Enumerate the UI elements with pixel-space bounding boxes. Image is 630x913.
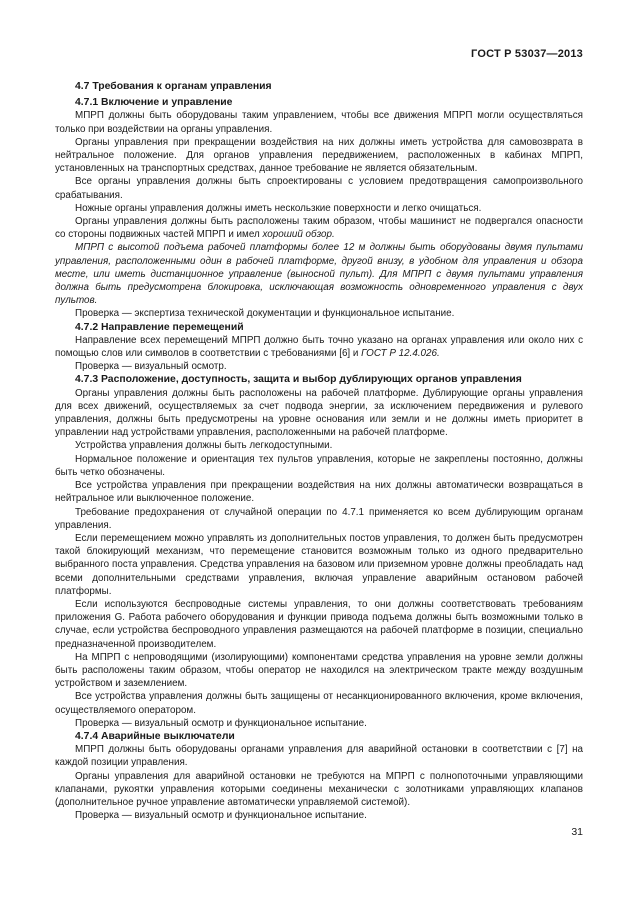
paragraph: МПРП должны быть оборудованы таким управлением, чтобы все движения МПРП могли осуществляться только при воздействии на органы управления. [55, 110, 583, 135]
verification-note: Проверка — экспертиза технической документации и функциональное испытание. [75, 308, 455, 320]
subsection-title: 4.7.2 Направление перемещений [75, 321, 244, 333]
paragraph: На МПРП с непроводящими (изолирующими) компонентами средства управления на уровне земли должны быть расположены таким образом, чтобы оператор не находился на электрическом тракте между воздушным устройством и заземлением. [55, 651, 583, 690]
paragraph: Нормальное положение и ориентация тех пультов управления, которые не закреплены постоянно, должны быть четко обозначены. [55, 453, 583, 478]
paragraph: Органы управления должны быть расположены на рабочей платформе. Дублирующие органы управления для всех движений, осуществляемых за счет подвода энергии, за исключением передвижения и рулевого управления, должны быть предусмотрены на уровне основания или земли и не должны иметь приоритет в управлении над устройствами управления, расположенными на рабочей платформе. [55, 387, 583, 439]
document-header: ГОСТ Р 53037—2013 [471, 48, 583, 60]
paragraph: Все устройства управления должны быть защищены от несанкционированного включения, кроме включения, осуществляемого оператором. [55, 691, 583, 716]
paragraph: Если используются беспроводные системы управления, то они должны соответствовать требованиям приложения G. Работа рабочего оборудования и функции привода подъема должны быть возможными только в случае, если устройства беспроводного управления размещаются на рабочей платформе в позиции, специально предназначенной производителем. [55, 598, 583, 650]
paragraph-text: Органы управления должны быть расположены таким образом, чтобы машинист не подвергался опасности со стороны подвижных частей МПРП и имел [55, 216, 583, 241]
italic-text: ГОСТ Р 12.4.026. [361, 348, 440, 360]
subsection-title: 4.7.4 Аварийные выключатели [75, 730, 235, 742]
paragraph: МПРП с высотой подъема рабочей платформы более 12 м должны быть оборудованы двумя пультами управления, расположенными один в рабочей платформе, другой внизу, в удобном для управления и обзора месте, или иметь дистанционное управление (выносной пульт). Для МПРП с двумя пультами управления должна быть предусмотрена блокировка, исключающая возможность одновременного управления с двух пультов. [55, 242, 583, 307]
paragraph [55, 215, 583, 241]
paragraph-text: Направление всех перемещений МПРП должно быть точно указано на органах управления или около них с помощью слов или символов в соответствии с требованиями [6] и [55, 334, 583, 360]
paragraph: Органы управления при прекращении воздействия на них должны иметь устройства для самовозврата в нейтральное положение. Для органов управления передвижением, расположенных в кабинах МПРП, установленных на транспортных средствах, данное требование не является обязательным. [55, 136, 583, 175]
page-number: 31 [571, 826, 583, 838]
section-title: 4.7 Требования к органам управления [75, 81, 272, 92]
paragraph: Устройства управления должны быть легкодоступными. [75, 440, 333, 452]
paragraph: МПРП должны быть оборудованы органами управления для аварийной остановки в соответствии с [7] на каждой позиции управления. [55, 744, 583, 769]
subsection-title: 4.7.1 Включение и управление [75, 97, 233, 109]
paragraph [55, 334, 583, 360]
paragraph: Все устройства управления при прекращении воздействия на них должны автоматически возвращаться в нейтральное или выключенное положение. [55, 480, 583, 505]
paragraph: Все органы управления должны быть спроектированы с условием предотвращения самопроизвольного срабатывания. [55, 176, 583, 201]
paragraph: Ножные органы управления должны иметь нескользкие поверхности и легко очищаться. [75, 202, 482, 214]
verification-note: Проверка — визуальный осмотр. [75, 361, 227, 373]
document-body [55, 80, 583, 822]
paragraph: Органы управления для аварийной остановки не требуются на МПРП с полнопоточными управляющими клапанами, рукоятки управления которыми соединены механически с золотниками управляющих клапанов (дополнительное ручное управление автоматически управляемой системой). [55, 770, 583, 808]
subsection-title: 4.7.3 Расположение, доступность, защита и выбор дублирующих органов управления [75, 374, 522, 386]
paragraph: Если перемещением можно управлять из дополнительных постов управления, то должен быть предусмотрен такой блокирующий механизм, что перемещение становится возможным только из одного предварительно выбранного поста управления. Средства управления на базовом или приземном уровне должны преобладать над всеми дополнительными средствами управления, включая управление аварийным остановом рабочей платформы. [55, 532, 583, 597]
italic-text: хороший обзор. [262, 229, 335, 241]
paragraph: Требование предохранения от случайной операции по 4.7.1 применяется ко всем дублирующим органам управления. [55, 506, 583, 531]
verification-note: Проверка — визуальный осмотр и функциональное испытание. [75, 810, 367, 822]
verification-note: Проверка — визуальный осмотр и функциональное испытание. [75, 717, 367, 729]
